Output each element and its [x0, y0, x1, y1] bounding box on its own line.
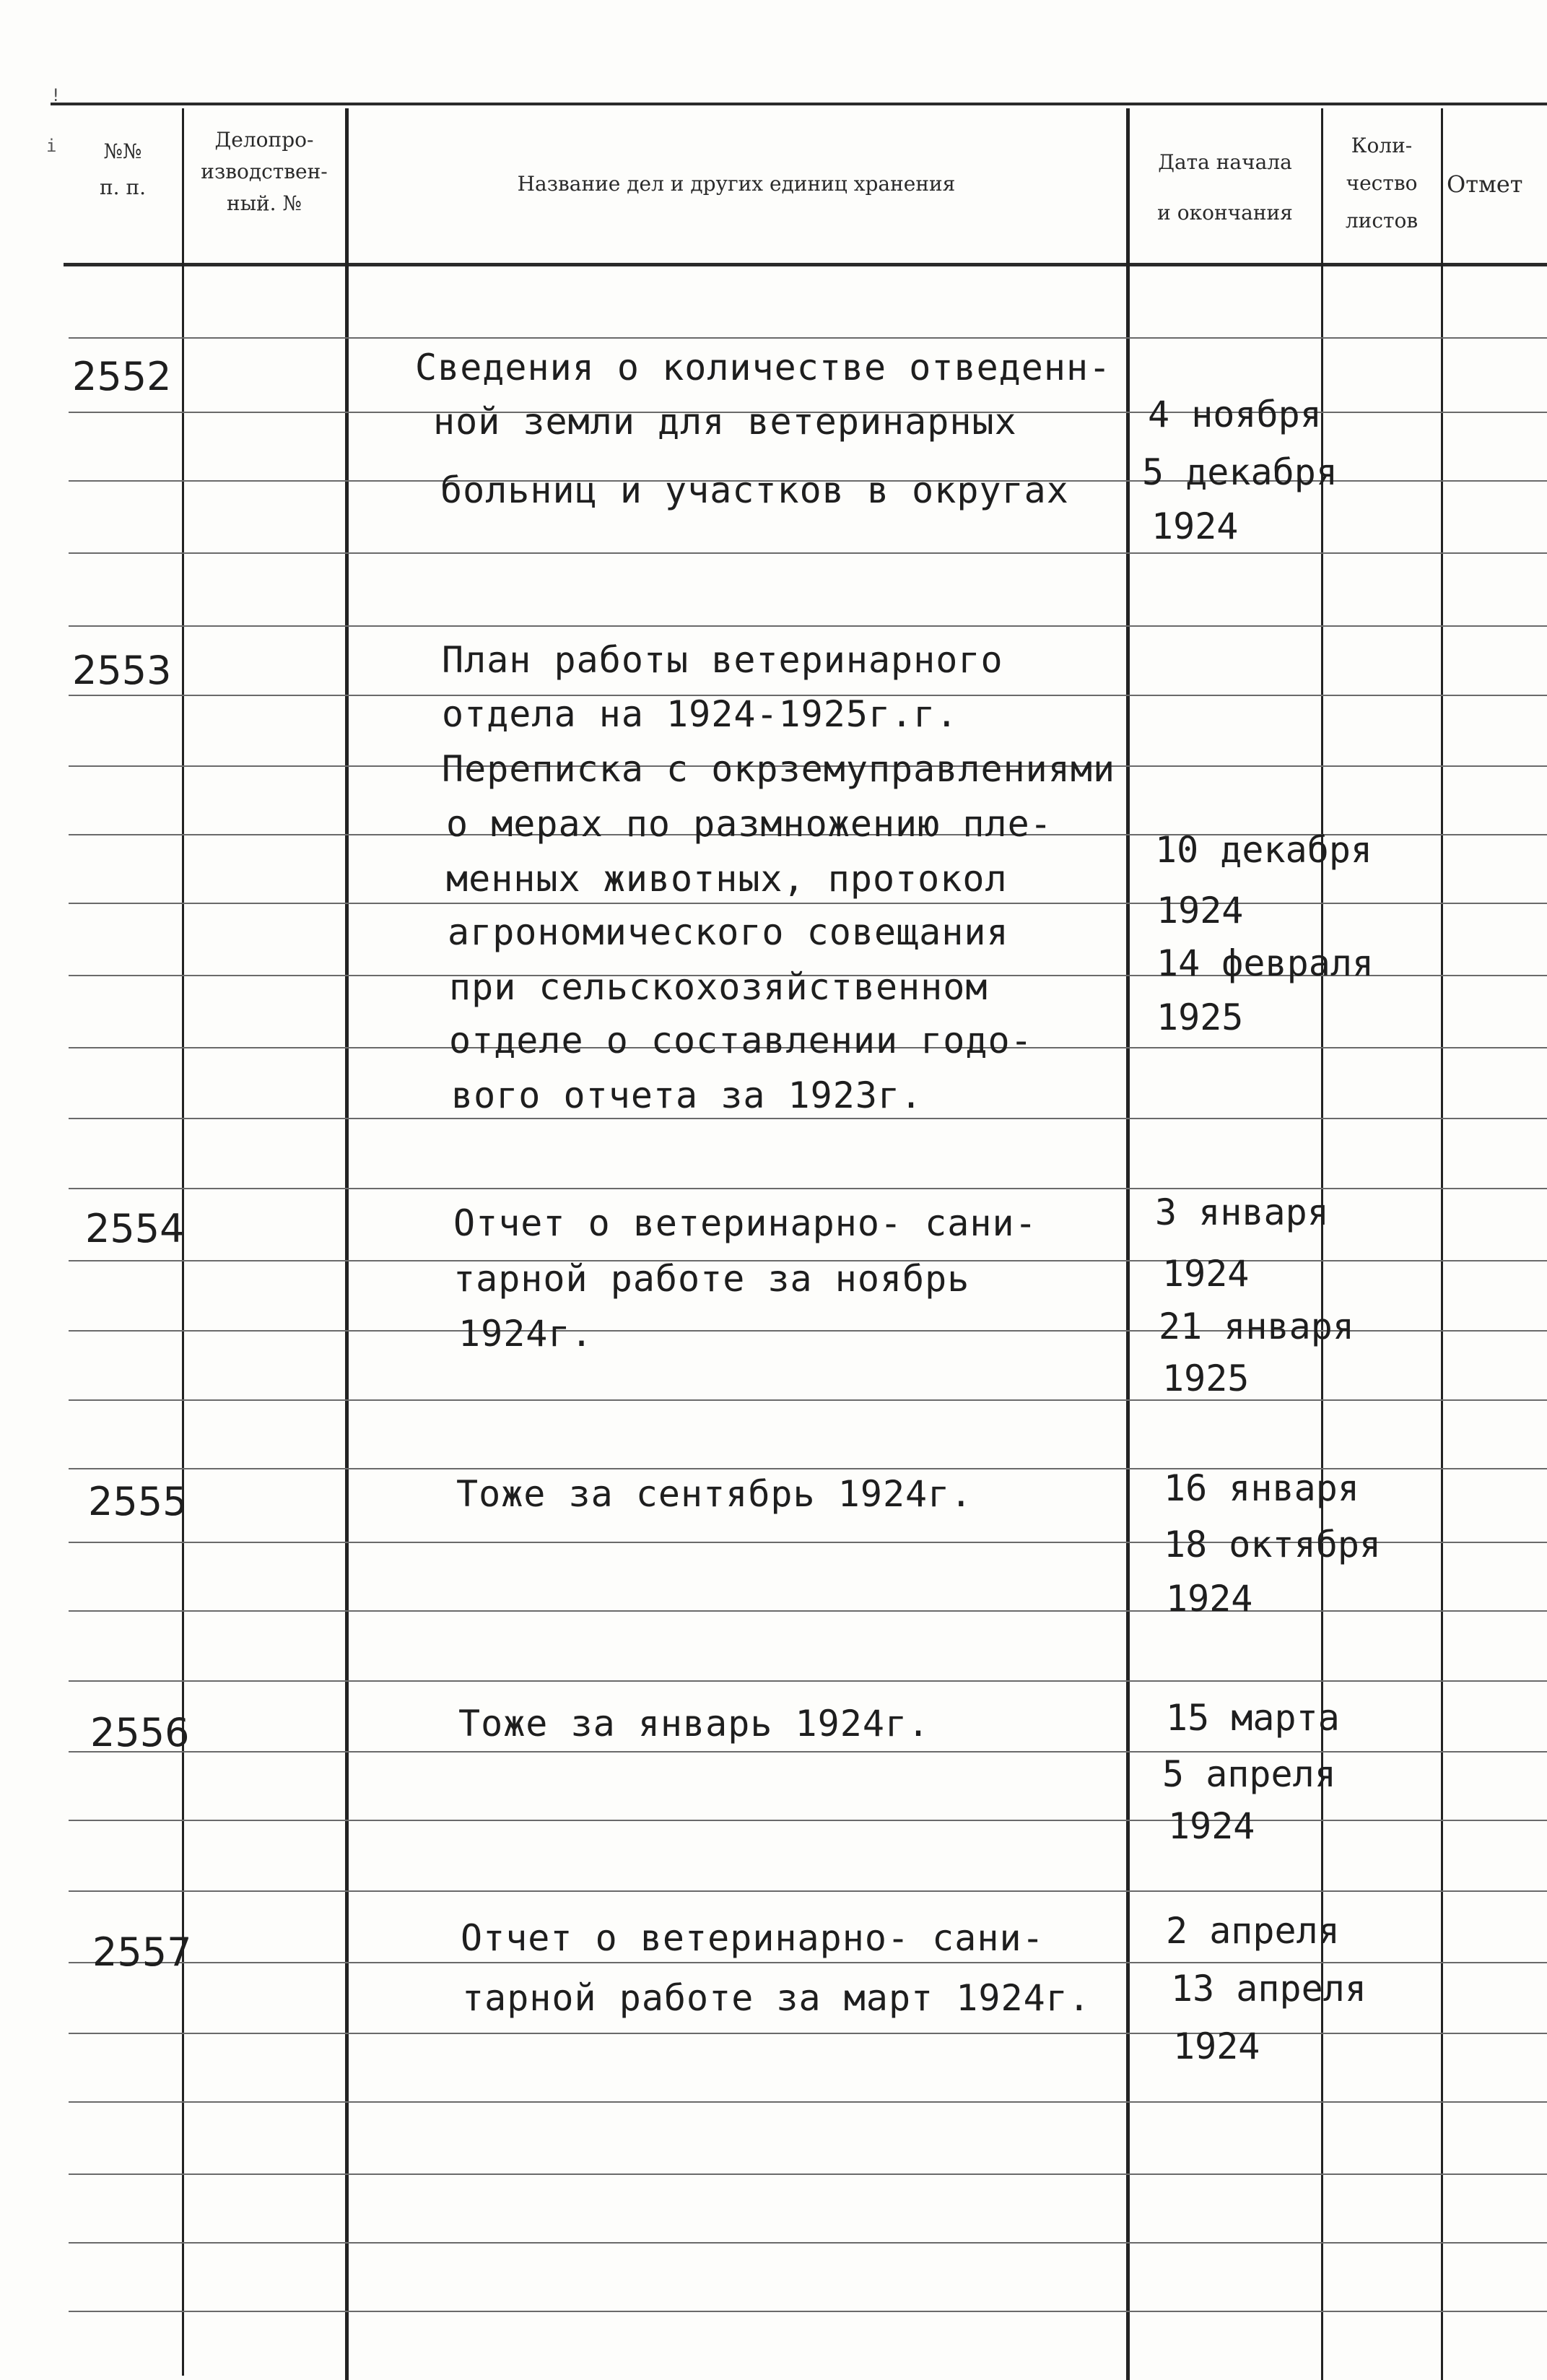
form-rule [69, 2242, 1547, 2244]
form-rule [69, 2173, 1547, 2175]
record-title-line: менных животных, протокол [446, 858, 1008, 900]
header-number-line2: п. п. [99, 175, 147, 199]
record-date-line: 18 октября [1164, 1524, 1382, 1565]
form-rule [69, 2101, 1547, 2103]
scan-mark: ! [51, 85, 61, 105]
record-date-line: 1924 [1151, 505, 1239, 547]
record-title-line: о мерах по размножению пле- [446, 803, 1053, 845]
record-date-line: 1924 [1173, 2025, 1260, 2067]
header-sheets-line2: чество [1346, 171, 1418, 195]
record-title-line: ной земли для ветеринарных [433, 401, 1017, 443]
record-date-line: 2 апреля [1166, 1910, 1340, 1952]
header-office-line1: Делопро- [214, 128, 314, 152]
record-title-line: вого отчета за 1923г. [451, 1074, 923, 1116]
form-rule [69, 1890, 1547, 1892]
form-rule [69, 1399, 1547, 1401]
header-dates-line1: Дата начала [1158, 150, 1292, 174]
record-title-line: Переписка с окрземуправлениями [442, 748, 1116, 790]
form-rule [69, 1751, 1547, 1753]
record-number: 2554 [85, 1206, 185, 1251]
record-date-line: 3 января [1155, 1191, 1329, 1233]
record-date-line: 1924 [1166, 1578, 1253, 1620]
header-dates-line2: и окончания [1157, 201, 1293, 225]
header-border [64, 263, 1547, 266]
header-sheets-line1: Коли- [1351, 134, 1413, 157]
form-rule [69, 625, 1547, 627]
form-rule [69, 1962, 1547, 1963]
form-rule [69, 1820, 1547, 1821]
header-number [79, 134, 166, 206]
top-border [51, 103, 1547, 105]
record-title-line: Тоже за январь 1924г. [458, 1703, 931, 1745]
record-title-line: отдела на 1924-1925г.г. [442, 693, 959, 735]
column-divider-4 [1321, 108, 1323, 2380]
form-rule [69, 903, 1547, 904]
record-date-line: 1924 [1168, 1805, 1255, 1847]
record-title-line: Отчет о ветеринарно- сани- [453, 1202, 1037, 1244]
form-rule [69, 1188, 1547, 1189]
record-date-line: 1925 [1156, 996, 1244, 1038]
record-number: 2556 [90, 1710, 190, 1755]
record-date-line: 21 января [1159, 1306, 1354, 1347]
record-date-line: 13 апреля [1171, 1968, 1367, 2010]
record-number: 2557 [92, 1929, 192, 1975]
record-date-line: 1925 [1162, 1358, 1250, 1399]
scan-mark: i [46, 136, 57, 156]
record-title-line: 1924г. [458, 1313, 593, 1355]
form-rule [69, 552, 1547, 554]
column-divider-2 [345, 108, 349, 2380]
record-date-line: 5 декабря [1142, 451, 1338, 493]
record-date-line: 1924 [1162, 1253, 1250, 1295]
record-number: 2553 [72, 648, 172, 693]
header-sheets-line3: листов [1345, 209, 1419, 233]
header-notes: Отмет [1447, 170, 1523, 198]
form-rule [69, 1610, 1547, 1612]
record-number: 2552 [72, 354, 172, 399]
record-title-line: тарной работе за ноябрь [453, 1258, 970, 1300]
record-title-line: отделе о составлении годо- [449, 1020, 1033, 1061]
record-date-line: 15 марта [1166, 1697, 1340, 1739]
form-rule [69, 2311, 1547, 2312]
record-date-line: 16 января [1164, 1467, 1359, 1509]
form-rule [69, 1680, 1547, 1682]
column-divider-3 [1126, 108, 1130, 2380]
form-rule [69, 2033, 1547, 2034]
record-title-line: при сельскохозяйственном [449, 966, 988, 1008]
record-date-line: 5 апреля [1162, 1753, 1336, 1795]
header-number-line1: №№ [103, 139, 142, 163]
record-date-line: 4 ноября [1148, 394, 1322, 435]
header-office-line3: ный. № [227, 191, 302, 215]
header-title: Название дел и других единиц хранения [517, 172, 956, 196]
column-divider-5 [1441, 108, 1443, 2380]
header-dates [1130, 137, 1320, 238]
form-rule [69, 337, 1547, 339]
record-date-line: 14 февраля [1156, 942, 1374, 984]
record-title-line: агрономического совещания [448, 911, 1009, 953]
header-office-number [185, 124, 344, 220]
record-title-line: Отчет о ветеринарно- сани- [461, 1917, 1045, 1959]
record-number: 2555 [88, 1479, 188, 1524]
record-title-line: План работы ветеринарного [442, 639, 1003, 681]
record-title-line: тарной работе за март 1924г. [462, 1977, 1091, 2019]
record-title-line: Тоже за сентябрь 1924г. [456, 1473, 973, 1515]
record-title-line: больниц и участков в округах [440, 469, 1069, 511]
header-sheets [1324, 127, 1439, 240]
form-rule [69, 1118, 1547, 1119]
record-date-line: 10 декабря [1155, 829, 1373, 871]
record-title-line: Сведения о количестве отведенн- [415, 347, 1112, 388]
record-date-line: 1924 [1156, 890, 1244, 931]
header-office-line2: изводствен- [201, 160, 328, 183]
